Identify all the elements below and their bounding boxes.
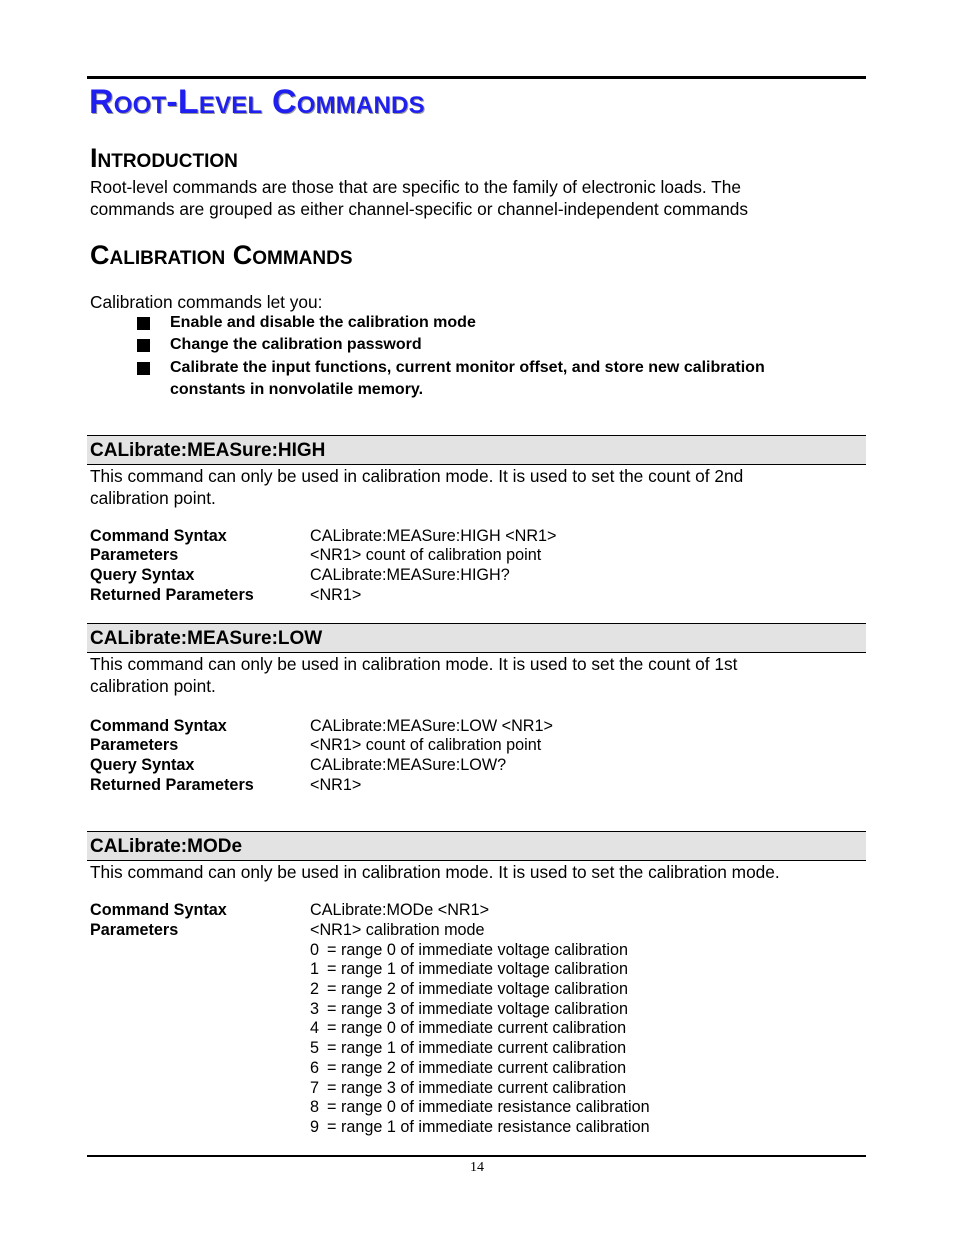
row-value: <NR1> count of calibration point bbox=[310, 546, 542, 564]
command-heading-bar bbox=[87, 831, 866, 861]
row-value: CALibrate:MEASure:HIGH? bbox=[310, 566, 510, 584]
row-value: <NR1> count of calibration point bbox=[310, 736, 542, 754]
square-bullet-icon bbox=[137, 317, 150, 330]
introduction-text-line-2: commands are grouped as either channel-specific or channel-independent commands bbox=[90, 199, 749, 219]
row-label: Returned Parameters bbox=[90, 586, 254, 604]
row-label: Query Syntax bbox=[90, 566, 195, 584]
row-label: Command Syntax bbox=[90, 717, 227, 735]
bullet-text: Calibrate the input functions, current monitor offset, and store new calibration constants in nonvolatile memory. bbox=[170, 358, 765, 398]
mode-number: 6 bbox=[310, 1059, 320, 1077]
mode-number: 1 bbox=[310, 960, 320, 978]
bullet-item bbox=[137, 312, 837, 334]
mode-number: 2 bbox=[310, 980, 320, 998]
mode-description: = range 2 of immediate current calibration bbox=[327, 1059, 627, 1077]
command-description-line-1: This command can only be used in calibration mode. It is used to set the count of 1st bbox=[90, 654, 738, 674]
mode-number: 0 bbox=[310, 941, 320, 959]
mode-description: = range 0 of immediate resistance calibration bbox=[327, 1098, 650, 1116]
row-label: Query Syntax bbox=[90, 756, 195, 774]
command-description-line-1: This command can only be used in calibration mode. It is used to set the count of 2nd bbox=[90, 466, 744, 486]
command-heading-bar bbox=[87, 435, 866, 465]
mode-number: 8 bbox=[310, 1098, 320, 1116]
mode-description: = range 1 of immediate current calibration bbox=[327, 1039, 627, 1057]
command-description-line-2: calibration point. bbox=[90, 676, 216, 696]
row-label: Returned Parameters bbox=[90, 776, 254, 794]
row-value: <NR1> bbox=[310, 776, 362, 794]
row-label: Command Syntax bbox=[90, 901, 227, 919]
bullet-item bbox=[137, 357, 837, 402]
mode-number: 5 bbox=[310, 1039, 320, 1057]
row-label: Command Syntax bbox=[90, 527, 227, 545]
mode-description: = range 0 of immediate voltage calibration bbox=[327, 941, 628, 959]
mode-number: 9 bbox=[310, 1118, 320, 1136]
command-name: CALibrate:MEASure:LOW bbox=[90, 628, 323, 649]
calibration-heading: Calibration Commands bbox=[90, 240, 353, 270]
mode-description: = range 1 of immediate voltage calibration bbox=[327, 960, 628, 978]
row-value: CALibrate:MEASure:HIGH <NR1> bbox=[310, 527, 557, 545]
square-bullet-icon bbox=[137, 362, 150, 375]
introduction-text-line-1: Root-level commands are those that are specific to the family of electronic loads. The bbox=[90, 177, 741, 197]
page-title: Root-Level Commands bbox=[89, 83, 425, 121]
introduction-heading: Introduction bbox=[90, 143, 238, 173]
top-rule bbox=[87, 76, 866, 79]
bottom-rule bbox=[87, 1155, 866, 1157]
mode-description: = range 0 of immediate current calibration bbox=[327, 1019, 627, 1037]
bullet-text: Enable and disable the calibration mode bbox=[170, 314, 476, 331]
command-name: CALibrate:MODe bbox=[90, 836, 243, 857]
mode-description: = range 2 of immediate voltage calibration bbox=[327, 980, 628, 998]
command-description-line-1: This command can only be used in calibration mode. It is used to set the calibration mode. bbox=[90, 862, 780, 882]
row-value: CALibrate:MEASure:LOW <NR1> bbox=[310, 717, 553, 735]
row-value: <NR1> calibration mode bbox=[310, 921, 485, 939]
bullet-item bbox=[137, 334, 837, 356]
row-label: Parameters bbox=[90, 736, 179, 754]
mode-number: 7 bbox=[310, 1079, 320, 1097]
command-description-line-2: calibration point. bbox=[90, 488, 216, 508]
mode-number: 4 bbox=[310, 1019, 320, 1037]
page-number: 14 bbox=[470, 1160, 484, 1175]
row-value: CALibrate:MODe <NR1> bbox=[310, 901, 490, 919]
row-label: Parameters bbox=[90, 546, 179, 564]
bullet-text: Change the calibration password bbox=[170, 336, 422, 354]
row-value: <NR1> bbox=[310, 586, 362, 604]
mode-number: 3 bbox=[310, 1000, 320, 1018]
row-value: CALibrate:MEASure:LOW? bbox=[310, 756, 507, 774]
calibration-bullet-list bbox=[137, 312, 837, 401]
command-name: CALibrate:MEASure:HIGH bbox=[90, 440, 326, 461]
mode-description: = range 1 of immediate resistance calibration bbox=[327, 1118, 650, 1136]
command-heading-bar bbox=[87, 623, 866, 653]
mode-description: = range 3 of immediate current calibration bbox=[327, 1079, 627, 1097]
mode-description: = range 3 of immediate voltage calibration bbox=[327, 1000, 628, 1018]
row-label: Parameters bbox=[90, 921, 179, 939]
calibration-lead: Calibration commands let you: bbox=[90, 292, 323, 312]
square-bullet-icon bbox=[137, 339, 150, 352]
